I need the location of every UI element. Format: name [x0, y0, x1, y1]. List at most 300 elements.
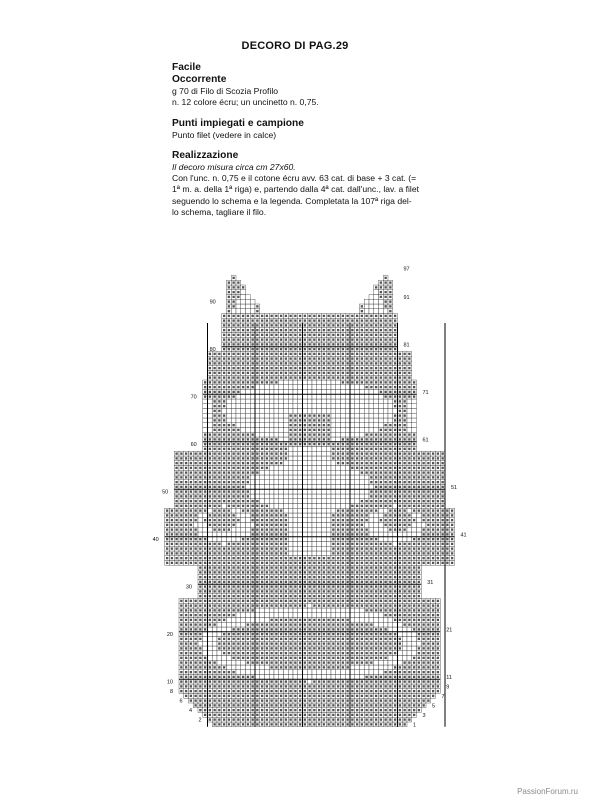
filled-cell	[384, 490, 386, 492]
filled-cell	[346, 699, 348, 701]
filled-cell	[399, 562, 401, 564]
filled-cell	[266, 709, 268, 711]
filled-cell	[185, 685, 187, 687]
filled-cell	[422, 514, 424, 516]
filled-cell	[323, 595, 325, 597]
filled-cell	[356, 538, 358, 540]
filled-cell	[403, 562, 405, 564]
filled-cell	[365, 690, 367, 692]
filled-cell	[313, 647, 315, 649]
filled-cell	[242, 571, 244, 573]
filled-cell	[209, 595, 211, 597]
chart-cell	[217, 622, 222, 627]
filled-cell	[375, 585, 377, 587]
filled-cell	[280, 538, 282, 540]
chart-cell	[203, 527, 208, 532]
filled-cell	[242, 609, 244, 611]
filled-cell	[384, 671, 386, 673]
filled-cell	[365, 685, 367, 687]
chart-cell	[417, 518, 422, 523]
filled-cell	[389, 718, 391, 720]
filled-cell	[166, 552, 168, 554]
chart-cell	[326, 546, 331, 551]
filled-cell	[399, 581, 401, 583]
filled-cell	[342, 576, 344, 578]
filled-cell	[375, 633, 377, 635]
chart-cell	[322, 489, 327, 494]
chart-cell	[288, 542, 293, 547]
filled-cell	[403, 723, 405, 725]
filled-cell	[427, 685, 429, 687]
filled-cell	[223, 695, 225, 697]
filled-cell	[261, 657, 263, 659]
filled-cell	[356, 642, 358, 644]
filled-cell	[418, 695, 420, 697]
chart-cell	[312, 537, 317, 542]
chart-cell	[284, 508, 289, 513]
filled-cell	[337, 704, 339, 706]
filled-cell	[199, 652, 201, 654]
filled-cell	[403, 680, 405, 682]
filled-cell	[190, 514, 192, 516]
filled-cell	[270, 638, 272, 640]
filled-cell	[228, 704, 230, 706]
filled-cell	[365, 590, 367, 592]
filled-cell	[422, 604, 424, 606]
filled-cell	[204, 699, 206, 701]
filled-cell	[180, 680, 182, 682]
filled-cell	[228, 528, 230, 530]
filled-cell	[375, 590, 377, 592]
filled-cell	[175, 552, 177, 554]
filled-cell	[356, 633, 358, 635]
filled-cell	[370, 642, 372, 644]
filled-cell	[441, 519, 443, 521]
filled-cell	[185, 509, 187, 511]
filled-cell	[323, 638, 325, 640]
chart-cell	[417, 641, 422, 646]
filled-cell	[342, 666, 344, 668]
filled-cell	[270, 585, 272, 587]
filled-cell	[270, 723, 272, 725]
chart-cell	[217, 651, 222, 656]
filled-cell	[337, 528, 339, 530]
filled-cell	[299, 571, 301, 573]
filled-cell	[418, 595, 420, 597]
filled-cell	[237, 699, 239, 701]
filled-cell	[427, 557, 429, 559]
filled-cell	[342, 652, 344, 654]
filled-cell	[432, 500, 434, 502]
filled-cell	[289, 657, 291, 659]
filled-cell	[237, 633, 239, 635]
chart-cell	[345, 675, 350, 680]
filled-cell	[270, 628, 272, 630]
chart-cell	[402, 532, 407, 537]
filled-cell	[270, 562, 272, 564]
filled-cell	[237, 709, 239, 711]
chart-cell	[402, 656, 407, 661]
filled-cell	[209, 600, 211, 602]
filled-cell	[318, 652, 320, 654]
filled-cell	[228, 552, 230, 554]
filled-cell	[204, 590, 206, 592]
filled-cell	[213, 676, 215, 678]
filled-cell	[247, 566, 249, 568]
filled-cell	[223, 547, 225, 549]
filled-cell	[370, 538, 372, 540]
filled-cell	[432, 543, 434, 545]
filled-cell	[180, 609, 182, 611]
filled-cell	[261, 718, 263, 720]
filled-cell	[285, 576, 287, 578]
filled-cell	[270, 581, 272, 583]
filled-cell	[399, 585, 401, 587]
filled-cell	[308, 600, 310, 602]
filled-cell	[370, 695, 372, 697]
filled-cell	[361, 533, 363, 535]
filled-cell	[166, 519, 168, 521]
filled-cell	[413, 619, 415, 621]
filled-cell	[232, 571, 234, 573]
filled-cell	[399, 680, 401, 682]
filled-cell	[413, 623, 415, 625]
filled-cell	[180, 486, 182, 488]
filled-cell	[190, 495, 192, 497]
filled-cell	[247, 718, 249, 720]
filled-cell	[251, 600, 253, 602]
filled-cell	[199, 633, 201, 635]
filled-cell	[351, 652, 353, 654]
chart-cell	[265, 485, 270, 490]
filled-cell	[242, 723, 244, 725]
filled-cell	[356, 514, 358, 516]
filled-cell	[304, 557, 306, 559]
filled-cell	[266, 647, 268, 649]
filled-cell	[346, 642, 348, 644]
chart-cell	[379, 532, 384, 537]
filled-cell	[323, 714, 325, 716]
filled-cell	[199, 666, 201, 668]
filled-cell	[261, 652, 263, 654]
filled-cell	[199, 562, 201, 564]
chart-cell	[317, 494, 322, 499]
filled-cell	[209, 690, 211, 692]
filled-cell	[342, 709, 344, 711]
filled-cell	[270, 704, 272, 706]
filled-cell	[304, 571, 306, 573]
filled-cell	[356, 505, 358, 507]
filled-cell	[280, 604, 282, 606]
chart-cell	[236, 660, 241, 665]
filled-cell	[441, 557, 443, 559]
filled-cell	[332, 685, 334, 687]
chart-cell	[208, 632, 213, 637]
filled-cell	[251, 585, 253, 587]
filled-cell	[370, 690, 372, 692]
filled-cell	[351, 524, 353, 526]
filled-cell	[323, 557, 325, 559]
filled-cell	[380, 571, 382, 573]
filled-cell	[332, 642, 334, 644]
chart-cell	[303, 527, 308, 532]
filled-cell	[247, 557, 249, 559]
filled-cell	[323, 623, 325, 625]
filled-cell	[256, 500, 258, 502]
chart-cell	[312, 532, 317, 537]
filled-cell	[437, 652, 439, 654]
filled-cell	[337, 619, 339, 621]
filled-cell	[228, 524, 230, 526]
filled-cell	[408, 709, 410, 711]
filled-cell	[285, 661, 287, 663]
filled-cell	[413, 661, 415, 663]
filled-cell	[375, 604, 377, 606]
filled-cell	[209, 623, 211, 625]
filled-cell	[451, 557, 453, 559]
filled-cell	[332, 690, 334, 692]
filled-cell	[247, 704, 249, 706]
filled-cell	[384, 519, 386, 521]
filled-cell	[209, 486, 211, 488]
filled-cell	[190, 600, 192, 602]
chart-cell	[364, 618, 369, 623]
filled-cell	[432, 604, 434, 606]
filled-cell	[289, 718, 291, 720]
filled-cell	[427, 604, 429, 606]
chart-cell	[303, 546, 308, 551]
filled-cell	[275, 657, 277, 659]
filled-cell	[261, 547, 263, 549]
filled-cell	[427, 638, 429, 640]
filled-cell	[218, 604, 220, 606]
filled-cell	[232, 614, 234, 616]
filled-cell	[313, 576, 315, 578]
filled-cell	[356, 571, 358, 573]
chart-cell	[241, 518, 246, 523]
filled-cell	[399, 528, 401, 530]
filled-cell	[342, 557, 344, 559]
filled-cell	[213, 547, 215, 549]
filled-cell	[413, 666, 415, 668]
filled-cell	[194, 671, 196, 673]
instructions-line-3: seguendo lo schema e la legenda. Completata la 107ª riga del-	[172, 195, 412, 206]
chart-cell	[322, 613, 327, 618]
filled-cell	[384, 514, 386, 516]
filled-cell	[251, 562, 253, 564]
chart-cell	[374, 513, 379, 518]
filled-cell	[389, 695, 391, 697]
filled-cell	[342, 600, 344, 602]
chart-cell	[374, 523, 379, 528]
filled-cell	[432, 614, 434, 616]
chart-cell	[379, 513, 384, 518]
filled-cell	[351, 657, 353, 659]
filled-cell	[327, 723, 329, 725]
filled-cell	[361, 566, 363, 568]
chart-cell	[307, 494, 312, 499]
filled-cell	[251, 714, 253, 716]
filled-cell	[237, 657, 239, 659]
filled-cell	[209, 671, 211, 673]
filled-cell	[223, 642, 225, 644]
filled-cell	[408, 661, 410, 663]
chart-cell	[274, 504, 279, 509]
filled-cell	[441, 562, 443, 564]
filled-cell	[242, 718, 244, 720]
filled-cell	[270, 633, 272, 635]
filled-cell	[399, 505, 401, 507]
filled-cell	[218, 495, 220, 497]
filled-cell	[242, 543, 244, 545]
chart-cell	[379, 670, 384, 675]
filled-cell	[361, 571, 363, 573]
chart-cell	[293, 608, 298, 613]
chart-cell	[203, 532, 208, 537]
filled-cell	[256, 604, 258, 606]
filled-cell	[346, 704, 348, 706]
filled-cell	[313, 600, 315, 602]
filled-cell	[304, 585, 306, 587]
filled-cell	[261, 590, 263, 592]
filled-cell	[332, 652, 334, 654]
filled-cell	[361, 661, 363, 663]
chart-cell	[236, 508, 241, 513]
filled-cell	[266, 528, 268, 530]
filled-cell	[346, 543, 348, 545]
filled-cell	[237, 581, 239, 583]
filled-cell	[437, 666, 439, 668]
filled-cell	[180, 514, 182, 516]
filled-cell	[261, 604, 263, 606]
filled-cell	[346, 566, 348, 568]
filled-cell	[380, 505, 382, 507]
chart-cell	[231, 660, 236, 665]
filled-cell	[275, 661, 277, 663]
filled-cell	[299, 690, 301, 692]
filled-cell	[380, 609, 382, 611]
filled-cell	[247, 642, 249, 644]
chart-cell	[312, 670, 317, 675]
filled-cell	[218, 614, 220, 616]
filled-cell	[384, 709, 386, 711]
filled-cell	[380, 490, 382, 492]
filled-cell	[413, 547, 415, 549]
filled-cell	[361, 623, 363, 625]
filled-cell	[384, 595, 386, 597]
filled-cell	[190, 680, 192, 682]
filled-cell	[346, 581, 348, 583]
filled-cell	[323, 581, 325, 583]
filled-cell	[261, 633, 263, 635]
filled-cell	[399, 671, 401, 673]
filled-cell	[304, 647, 306, 649]
filled-cell	[346, 661, 348, 663]
filled-cell	[351, 538, 353, 540]
filled-cell	[299, 638, 301, 640]
filled-cell	[270, 538, 272, 540]
filled-cell	[427, 690, 429, 692]
filled-cell	[418, 609, 420, 611]
filled-cell	[232, 500, 234, 502]
filled-cell	[190, 690, 192, 692]
filled-cell	[218, 671, 220, 673]
filled-cell	[266, 505, 268, 507]
filled-cell	[337, 519, 339, 521]
filled-cell	[266, 714, 268, 716]
filled-cell	[370, 685, 372, 687]
filled-cell	[451, 543, 453, 545]
filled-cell	[223, 709, 225, 711]
filled-cell	[313, 633, 315, 635]
filled-cell	[275, 524, 277, 526]
filled-cell	[294, 714, 296, 716]
filled-cell	[280, 619, 282, 621]
filled-cell	[422, 500, 424, 502]
filled-cell	[213, 671, 215, 673]
chart-cell	[398, 537, 403, 542]
chart-cell	[303, 537, 308, 542]
filled-cell	[242, 680, 244, 682]
filled-cell	[403, 685, 405, 687]
filled-cell	[422, 666, 424, 668]
chart-cell	[298, 489, 303, 494]
chart-cell	[355, 494, 360, 499]
filled-cell	[223, 647, 225, 649]
filled-cell	[375, 538, 377, 540]
filled-cell	[375, 699, 377, 701]
filled-cell	[323, 604, 325, 606]
filled-cell	[223, 595, 225, 597]
chart-cell	[326, 608, 331, 613]
filled-cell	[266, 695, 268, 697]
filled-cell	[365, 652, 367, 654]
filled-cell	[204, 614, 206, 616]
filled-cell	[408, 704, 410, 706]
filled-cell	[332, 524, 334, 526]
filled-cell	[451, 524, 453, 526]
filled-cell	[185, 661, 187, 663]
filled-cell	[403, 543, 405, 545]
filled-cell	[403, 623, 405, 625]
chart-cell	[317, 546, 322, 551]
filled-cell	[370, 490, 372, 492]
filled-cell	[361, 709, 363, 711]
filled-cell	[223, 619, 225, 621]
filled-cell	[180, 657, 182, 659]
filled-cell	[356, 547, 358, 549]
filled-cell	[190, 623, 192, 625]
filled-cell	[389, 699, 391, 701]
filled-cell	[394, 585, 396, 587]
filled-cell	[266, 533, 268, 535]
chart-cell	[322, 494, 327, 499]
filled-cell	[175, 486, 177, 488]
filled-cell	[218, 695, 220, 697]
filled-cell	[285, 704, 287, 706]
filled-cell	[256, 628, 258, 630]
filled-cell	[356, 723, 358, 725]
filled-cell	[266, 519, 268, 521]
filled-cell	[270, 571, 272, 573]
filled-cell	[361, 557, 363, 559]
filled-cell	[261, 714, 263, 716]
filled-cell	[384, 647, 386, 649]
filled-cell	[237, 490, 239, 492]
chart-cell	[364, 613, 369, 618]
filled-cell	[346, 576, 348, 578]
filled-cell	[389, 495, 391, 497]
